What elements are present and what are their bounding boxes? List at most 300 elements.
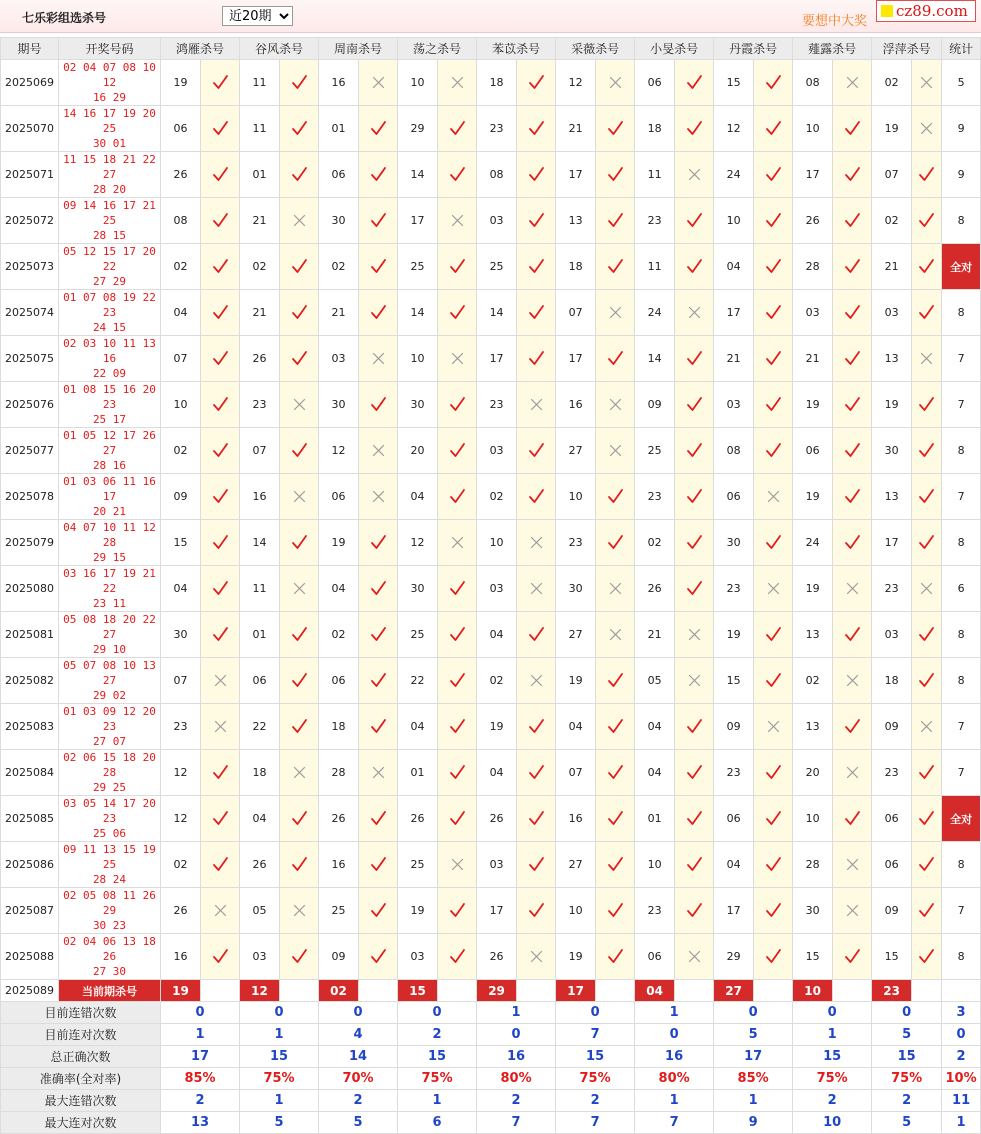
cross-icon xyxy=(844,902,861,919)
result-mark-cell xyxy=(754,60,793,106)
result-mark-cell xyxy=(517,888,556,934)
result-mark-cell xyxy=(359,428,398,474)
summary-value: 75% xyxy=(793,1068,872,1090)
result-mark-cell xyxy=(359,336,398,382)
kill-number-cell: 14 xyxy=(398,152,438,198)
kill-number-cell: 30 xyxy=(872,428,912,474)
check-icon xyxy=(765,672,782,689)
draw-numbers-line: 09 11 13 15 19 25 xyxy=(63,843,156,871)
kill-number-cell: 19 xyxy=(793,382,833,428)
site-logo[interactable] xyxy=(876,0,976,22)
draw-numbers-cell xyxy=(59,796,161,842)
period-cell: 2025087 xyxy=(1,888,59,934)
result-mark-cell xyxy=(675,428,714,474)
check-icon xyxy=(765,166,782,183)
kill-number-cell: 11 xyxy=(240,106,280,152)
result-mark-cell xyxy=(833,474,872,520)
kill-number-cell: 06 xyxy=(161,106,201,152)
kill-number-cell: 15 xyxy=(714,60,754,106)
result-mark-cell xyxy=(596,566,635,612)
kill-number-cell: 01 xyxy=(635,796,675,842)
check-icon xyxy=(528,74,545,91)
kill-number-cell: 19 xyxy=(714,612,754,658)
result-mark-cell xyxy=(675,566,714,612)
stat-cell: 8 xyxy=(942,612,981,658)
check-icon xyxy=(918,396,935,413)
kill-number-cell: 04 xyxy=(398,704,438,750)
stat-cell: 8 xyxy=(942,934,981,980)
check-icon xyxy=(686,74,703,91)
result-mark-cell xyxy=(596,474,635,520)
result-mark-cell xyxy=(359,750,398,796)
result-mark-cell xyxy=(438,290,477,336)
result-mark-cell xyxy=(754,244,793,290)
table-row xyxy=(1,474,981,520)
result-mark-cell xyxy=(438,152,477,198)
kill-number-cell: 02 xyxy=(319,612,359,658)
result-mark-cell xyxy=(359,106,398,152)
kill-number-cell: 25 xyxy=(398,612,438,658)
check-icon xyxy=(607,488,624,505)
result-mark-cell xyxy=(359,704,398,750)
result-mark-cell xyxy=(675,336,714,382)
summary-value: 1 xyxy=(635,1090,714,1112)
result-mark-cell xyxy=(280,290,319,336)
kill-number-cell: 25 xyxy=(319,888,359,934)
check-icon xyxy=(686,856,703,873)
result-mark-cell xyxy=(833,520,872,566)
check-icon xyxy=(212,350,229,367)
result-mark-cell xyxy=(359,152,398,198)
summary-row xyxy=(1,1046,981,1068)
check-icon xyxy=(686,442,703,459)
kill-number-cell: 12 xyxy=(161,796,201,842)
summary-value: 0 xyxy=(240,1002,319,1024)
result-mark-cell xyxy=(359,934,398,980)
check-icon xyxy=(844,120,861,137)
current-kill-spacer xyxy=(912,980,942,1002)
summary-value: 75% xyxy=(240,1068,319,1090)
kill-number-cell: 21 xyxy=(240,198,280,244)
draw-numbers-line: 01 05 12 17 26 27 xyxy=(63,429,156,457)
result-mark-cell xyxy=(280,704,319,750)
kill-number-cell: 23 xyxy=(635,198,675,244)
result-mark-cell xyxy=(517,704,556,750)
result-mark-cell xyxy=(754,428,793,474)
stat-cell: 7 xyxy=(942,336,981,382)
draw-numbers-line: 02 05 08 11 26 29 xyxy=(63,889,156,917)
result-mark-cell xyxy=(280,750,319,796)
check-icon xyxy=(607,810,624,827)
check-icon xyxy=(844,212,861,229)
summary-value: 7 xyxy=(635,1112,714,1134)
check-icon xyxy=(528,212,545,229)
summary-label: 最大连错次数 xyxy=(1,1090,161,1112)
current-kill-number: 02 xyxy=(319,980,359,1002)
kill-number-cell: 21 xyxy=(240,290,280,336)
draw-numbers-line: 28 20 xyxy=(92,183,127,196)
result-mark-cell xyxy=(754,750,793,796)
cross-icon xyxy=(212,718,229,735)
result-mark-cell xyxy=(912,428,942,474)
period-cell: 2025082 xyxy=(1,658,59,704)
kill-number-table xyxy=(0,37,981,1134)
draw-numbers-line: 16 29 xyxy=(92,91,127,104)
period-cell: 2025081 xyxy=(1,612,59,658)
check-icon xyxy=(686,212,703,229)
result-mark-cell xyxy=(833,796,872,842)
result-mark-cell xyxy=(912,290,942,336)
kill-number-cell: 04 xyxy=(714,244,754,290)
kill-number-cell: 30 xyxy=(319,382,359,428)
cross-icon xyxy=(607,442,624,459)
stat-cell: 9 xyxy=(942,106,981,152)
result-mark-cell xyxy=(754,888,793,934)
check-icon xyxy=(607,948,624,965)
result-mark-cell xyxy=(201,60,240,106)
check-icon xyxy=(607,350,624,367)
kill-number-cell: 04 xyxy=(240,796,280,842)
summary-value: 0 xyxy=(161,1002,240,1024)
kill-number-cell: 23 xyxy=(714,566,754,612)
check-icon xyxy=(212,580,229,597)
check-icon xyxy=(607,856,624,873)
stat-cell: 7 xyxy=(942,474,981,520)
kill-number-cell: 03 xyxy=(477,566,517,612)
kill-number-cell: 21 xyxy=(319,290,359,336)
draw-numbers-line: 29 02 xyxy=(92,689,127,702)
kill-number-cell: 14 xyxy=(240,520,280,566)
summary-value: 6 xyxy=(398,1112,477,1134)
check-icon xyxy=(449,948,466,965)
check-icon xyxy=(212,120,229,137)
draw-numbers-line: 04 07 10 11 12 28 xyxy=(63,521,156,549)
check-icon xyxy=(765,764,782,781)
check-icon xyxy=(291,442,308,459)
summary-value: 15 xyxy=(556,1046,635,1068)
cross-icon xyxy=(686,626,703,643)
kill-number-cell: 12 xyxy=(161,750,201,796)
result-mark-cell xyxy=(675,382,714,428)
cross-icon xyxy=(370,488,387,505)
result-mark-cell xyxy=(833,658,872,704)
summary-value: 5 xyxy=(714,1024,793,1046)
cross-icon xyxy=(528,948,545,965)
kill-number-cell: 02 xyxy=(161,428,201,474)
check-icon xyxy=(686,350,703,367)
check-icon xyxy=(370,396,387,413)
kill-number-cell: 06 xyxy=(714,796,754,842)
summary-value: 0 xyxy=(714,1002,793,1024)
period-cell: 2025073 xyxy=(1,244,59,290)
summary-row xyxy=(1,1068,981,1090)
result-mark-cell xyxy=(517,60,556,106)
kill-number-cell: 04 xyxy=(477,750,517,796)
check-icon xyxy=(212,74,229,91)
kill-number-cell: 06 xyxy=(872,796,912,842)
draw-numbers-cell xyxy=(59,704,161,750)
result-mark-cell xyxy=(754,198,793,244)
check-icon xyxy=(449,902,466,919)
result-mark-cell xyxy=(833,934,872,980)
result-mark-cell xyxy=(596,934,635,980)
kill-number-cell: 10 xyxy=(714,198,754,244)
result-mark-cell xyxy=(675,934,714,980)
summary-label: 准确率(全对率) xyxy=(1,1068,161,1090)
result-mark-cell xyxy=(596,658,635,704)
kill-number-cell: 08 xyxy=(793,60,833,106)
check-icon xyxy=(212,534,229,551)
kill-number-cell: 16 xyxy=(556,796,596,842)
kill-number-cell: 10 xyxy=(793,106,833,152)
result-mark-cell xyxy=(201,428,240,474)
cross-icon xyxy=(765,580,782,597)
kill-number-cell: 07 xyxy=(161,336,201,382)
result-mark-cell xyxy=(675,106,714,152)
current-period-row xyxy=(1,980,981,1002)
kill-number-cell: 09 xyxy=(319,934,359,980)
kill-number-cell: 27 xyxy=(556,842,596,888)
result-mark-cell xyxy=(201,106,240,152)
current-kill-number: 04 xyxy=(635,980,675,1002)
draw-numbers-line: 20 21 xyxy=(92,505,127,518)
summary-value: 80% xyxy=(477,1068,556,1090)
result-mark-cell xyxy=(675,520,714,566)
period-cell: 2025079 xyxy=(1,520,59,566)
kill-number-cell: 21 xyxy=(872,244,912,290)
check-icon xyxy=(212,626,229,643)
cross-icon xyxy=(449,74,466,91)
period-cell: 2025074 xyxy=(1,290,59,336)
summary-value: 1 xyxy=(398,1090,477,1112)
kill-number-cell: 04 xyxy=(477,612,517,658)
kill-number-cell: 11 xyxy=(635,244,675,290)
summary-value: 2 xyxy=(793,1090,872,1112)
kill-number-cell: 17 xyxy=(556,336,596,382)
kill-number-cell: 19 xyxy=(556,658,596,704)
check-icon xyxy=(765,212,782,229)
check-icon xyxy=(528,902,545,919)
summary-value: 75% xyxy=(398,1068,477,1090)
check-icon xyxy=(844,488,861,505)
kill-number-cell: 19 xyxy=(398,888,438,934)
result-mark-cell xyxy=(517,842,556,888)
kill-number-cell: 03 xyxy=(872,290,912,336)
table-row xyxy=(1,428,981,474)
kill-number-cell: 06 xyxy=(319,658,359,704)
kill-number-cell: 03 xyxy=(477,842,517,888)
summary-value: 15 xyxy=(872,1046,942,1068)
draw-numbers-cell xyxy=(59,428,161,474)
draw-numbers-line: 30 23 xyxy=(92,919,127,932)
result-mark-cell xyxy=(833,336,872,382)
cross-icon xyxy=(370,350,387,367)
result-mark-cell xyxy=(912,750,942,796)
draw-numbers-line: 03 05 14 17 20 23 xyxy=(63,797,156,825)
check-icon xyxy=(686,534,703,551)
cross-icon xyxy=(607,626,624,643)
result-mark-cell xyxy=(280,106,319,152)
summary-stat: 0 xyxy=(942,1024,981,1046)
result-mark-cell xyxy=(517,198,556,244)
kill-number-cell: 07 xyxy=(872,152,912,198)
period-cell: 2025072 xyxy=(1,198,59,244)
period-range-select[interactable] xyxy=(222,6,293,26)
result-mark-cell xyxy=(517,106,556,152)
kill-number-cell: 08 xyxy=(161,198,201,244)
kill-number-cell: 04 xyxy=(161,566,201,612)
result-mark-cell xyxy=(596,428,635,474)
summary-label: 总正确次数 xyxy=(1,1046,161,1068)
table-row xyxy=(1,198,981,244)
summary-value: 13 xyxy=(161,1112,240,1134)
draw-numbers-line: 27 07 xyxy=(92,735,127,748)
check-icon xyxy=(765,534,782,551)
check-icon xyxy=(291,120,308,137)
draw-numbers-line: 27 29 xyxy=(92,275,127,288)
check-icon xyxy=(370,258,387,275)
result-mark-cell xyxy=(201,290,240,336)
period-cell: 2025085 xyxy=(1,796,59,842)
kill-number-cell: 06 xyxy=(319,152,359,198)
result-mark-cell xyxy=(359,520,398,566)
cross-icon xyxy=(844,74,861,91)
draw-numbers-line: 01 07 08 19 22 23 xyxy=(63,291,156,319)
result-mark-cell xyxy=(517,658,556,704)
kill-number-cell: 26 xyxy=(477,934,517,980)
check-icon xyxy=(449,626,466,643)
summary-value: 1 xyxy=(161,1024,240,1046)
result-mark-cell xyxy=(833,382,872,428)
kill-number-cell: 03 xyxy=(240,934,280,980)
check-icon xyxy=(844,304,861,321)
kill-number-cell: 30 xyxy=(714,520,754,566)
result-mark-cell xyxy=(596,612,635,658)
period-cell: 2025078 xyxy=(1,474,59,520)
column-header: 荡之杀号 xyxy=(398,38,477,60)
stat-cell: 8 xyxy=(942,290,981,336)
result-mark-cell xyxy=(280,934,319,980)
summary-value: 2 xyxy=(398,1024,477,1046)
current-kill-number: 29 xyxy=(477,980,517,1002)
result-mark-cell xyxy=(754,106,793,152)
draw-numbers-line: 24 15 xyxy=(92,321,127,334)
kill-number-cell: 26 xyxy=(477,796,517,842)
period-cell: 2025075 xyxy=(1,336,59,382)
result-mark-cell xyxy=(675,290,714,336)
check-icon xyxy=(686,258,703,275)
kill-number-cell: 29 xyxy=(714,934,754,980)
check-icon xyxy=(528,764,545,781)
kill-number-cell: 13 xyxy=(872,336,912,382)
result-mark-cell xyxy=(280,520,319,566)
result-mark-cell xyxy=(675,60,714,106)
result-mark-cell xyxy=(754,336,793,382)
check-icon xyxy=(686,718,703,735)
kill-number-cell: 04 xyxy=(635,704,675,750)
result-mark-cell xyxy=(438,704,477,750)
page-title: 七乐彩组选杀号 xyxy=(22,11,107,25)
period-cell: 2025088 xyxy=(1,934,59,980)
kill-number-cell: 30 xyxy=(793,888,833,934)
kill-number-cell: 23 xyxy=(635,888,675,934)
draw-numbers-cell xyxy=(59,152,161,198)
column-header: 周南杀号 xyxy=(319,38,398,60)
check-icon xyxy=(291,258,308,275)
column-header: 统计 xyxy=(942,38,981,60)
kill-number-cell: 18 xyxy=(635,106,675,152)
result-mark-cell xyxy=(517,566,556,612)
logo-square-icon xyxy=(881,5,893,17)
cross-icon xyxy=(844,764,861,781)
kill-number-cell: 03 xyxy=(793,290,833,336)
result-mark-cell xyxy=(359,244,398,290)
check-icon xyxy=(918,948,935,965)
check-icon xyxy=(449,810,466,827)
result-mark-cell xyxy=(359,198,398,244)
result-mark-cell xyxy=(201,704,240,750)
check-icon xyxy=(686,120,703,137)
draw-numbers-line: 27 30 xyxy=(92,965,127,978)
kill-number-cell: 02 xyxy=(477,658,517,704)
summary-value: 17 xyxy=(714,1046,793,1068)
kill-number-cell: 12 xyxy=(556,60,596,106)
result-mark-cell xyxy=(675,244,714,290)
summary-value: 5 xyxy=(319,1112,398,1134)
current-kill-spacer xyxy=(596,980,635,1002)
kill-number-cell: 27 xyxy=(556,428,596,474)
check-icon xyxy=(918,258,935,275)
summary-value: 0 xyxy=(793,1002,872,1024)
check-icon xyxy=(844,534,861,551)
check-icon xyxy=(370,902,387,919)
check-icon xyxy=(607,258,624,275)
kill-number-cell: 07 xyxy=(556,290,596,336)
kill-number-cell: 18 xyxy=(872,658,912,704)
draw-numbers-line: 05 08 18 20 22 27 xyxy=(63,613,156,641)
table-row xyxy=(1,60,981,106)
kill-number-cell: 23 xyxy=(240,382,280,428)
result-mark-cell xyxy=(675,842,714,888)
cross-icon xyxy=(449,212,466,229)
cross-icon xyxy=(212,902,229,919)
result-mark-cell xyxy=(912,474,942,520)
check-icon xyxy=(607,212,624,229)
check-icon xyxy=(528,626,545,643)
cross-icon xyxy=(686,166,703,183)
result-mark-cell xyxy=(833,566,872,612)
check-icon xyxy=(686,902,703,919)
kill-number-cell: 03 xyxy=(714,382,754,428)
stat-cell: 5 xyxy=(942,60,981,106)
cross-icon xyxy=(918,580,935,597)
cross-icon xyxy=(686,672,703,689)
draw-numbers-line: 29 10 xyxy=(92,643,127,656)
stat-cell: 6 xyxy=(942,566,981,612)
draw-numbers-line: 02 04 06 13 18 26 xyxy=(63,935,156,963)
kill-number-cell: 23 xyxy=(872,750,912,796)
promo-text[interactable]: 要想中大奖 xyxy=(802,14,868,29)
kill-number-cell: 16 xyxy=(240,474,280,520)
kill-number-cell: 13 xyxy=(793,612,833,658)
draw-numbers-line: 01 03 09 12 20 23 xyxy=(63,705,156,733)
table-row xyxy=(1,106,981,152)
period-cell: 2025077 xyxy=(1,428,59,474)
check-icon xyxy=(370,810,387,827)
summary-value: 5 xyxy=(240,1112,319,1134)
summary-row xyxy=(1,1090,981,1112)
check-icon xyxy=(844,718,861,735)
